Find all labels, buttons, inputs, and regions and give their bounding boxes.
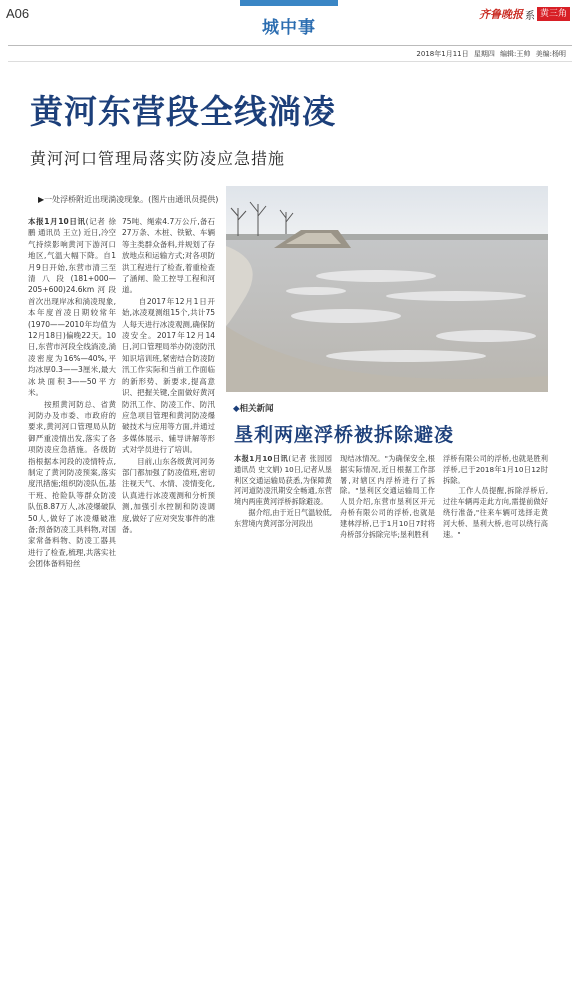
section-title: 城中事 <box>262 18 316 38</box>
section-bar <box>240 0 338 6</box>
divider <box>8 61 572 62</box>
related-column-3 <box>443 454 548 540</box>
related-column-1 <box>234 454 332 530</box>
page-number: A06 <box>6 6 30 21</box>
main-headline: 黄河东营段全线淌凌 <box>30 92 336 131</box>
article-lead: 本报1月10日讯 <box>28 217 86 226</box>
related-news-tag <box>233 402 274 414</box>
subheadline: 黄河河口管理局落实防凌应急措施 <box>30 149 286 168</box>
article-column-1 <box>28 216 116 570</box>
section-tab <box>240 0 338 38</box>
caption-text: 一处浮桥附近出现淌凌现象。(图片由通讯员提供) <box>44 195 219 204</box>
brand-logo: 齐鲁晚报 <box>478 8 523 21</box>
tag-diamond-icon: ◆ <box>233 404 240 414</box>
caption-arrow-icon: ▶ <box>38 195 45 204</box>
brand-tag: 黄三角 <box>537 7 570 21</box>
article-column-2 <box>122 216 215 535</box>
related-headline: 垦利两座浮桥被拆除避凌 <box>234 424 455 446</box>
related-text-1: (记者 张园园 通讯员 史文娟) 10日,记者从垦利区交通运输局获悉,为保障黄河河道防凌汛期安全畅通,东营境内两座黄河浮桥拆除避凌。 据介绍,由于近日气温较低,东营境内黄河部分河段出 <box>234 454 333 528</box>
dateline: 2018年1月11日 星期四 编辑:王帅 美编:杨明 <box>416 50 566 58</box>
brand-suffix: 系 <box>524 10 535 22</box>
article-text-2: 75吨、绳索4.7万公斤,备石27万条、木桩、铁锨、车辆等主类群众备料,并规划了存放地点和运输方式;对各项防洪工程进行了检查,着重检查了涵闸、险工控导工程和河道。 自2017年12月1日开始,冰凌观测组15个,共计75人每天进行冰凌观测,确保防凌安全。2017年12月14日,河口管理局举办防凌防汛知识培训班,紧密结合防凌防汛工作实际和当前工作面临的新形势、新要求,提高意识、把握关键,全面做好黄河防汛工作、防凌工作、防汛应急项目管理和黄河防凌爆破技术与应用等方面,并通过多媒体展示、辅导讲解等形式对学员进行了培训。 目前,山东各级黄河河务部门都加强了防凌值班,密切注视天气、水情、凌情变化,认真进行冰凌观测和分析预测,加强引水控制和防凌调度,做好了应对突发事件的准备。 <box>122 217 215 534</box>
river-ice-photo <box>226 186 548 392</box>
newspaper-brand <box>479 6 570 22</box>
related-tag-label: 相关新闻 <box>239 404 274 414</box>
related-text-3: 浮桥有限公司的浮桥,也就是胜利浮桥,已于2018年1月10日12时拆除。 工作人员提醒,拆除浮桥后,过往车辆再走此方向,需提前做好绕行准备,"往来车辆可选择走黄河大桥、垦利大桥,也可以绕行高速。" <box>443 454 548 539</box>
article-text-1: (记者 徐鹏 通讯员 王立) 近日,冷空气持续影响黄河下游河口地区,气温大幅下降。自1月9日开始,东营市清三至清八段(181+000—205+600)24.6km河段首次出现岸冰和淌凌现象,本年度首凌日期较常年(1970——2010年均值为12月18日)偏晚22天。10日,东营市河段全线淌凌,淌凌密度为16%—40%,平均冰厚0.3——3厘米,最大冰块面积3——50平方米。 按照黄河防总、省黄河防办及市委、市政府的要求,黄河河口管理局从防御严重凌情出发,落实了各项防凌应急措施。各级防指根据本河段的凌情特点,制定了黄河防凌预案,落实度汛措施;组织防凌队伍,基干班、抢险队等群众防凌队伍8.87万人,冰凌爆破队50人,做好了冰凌爆破准备;预备防凌工具料物,对国家常备料物、防凌工器具进行了检查,梳理,共落实社会团体备料铅丝 <box>28 217 117 569</box>
photo-illustration <box>226 186 548 392</box>
related-text-2: 现结冰情况。"为确保安全,根据实际情况,近日根据工作部署,对辖区内浮桥进行了拆除。"垦利区交通运输局工作人员介绍,东营市垦利区开元舟桥有限公司的浮桥,也就是建林浮桥,已于1月10日7时将舟桥部分拆除完毕;垦利胜利 <box>340 454 435 539</box>
related-lead: 本报1月10日讯 <box>234 454 289 463</box>
divider <box>8 45 572 46</box>
photo-caption <box>38 194 218 205</box>
related-column-2 <box>340 454 435 540</box>
